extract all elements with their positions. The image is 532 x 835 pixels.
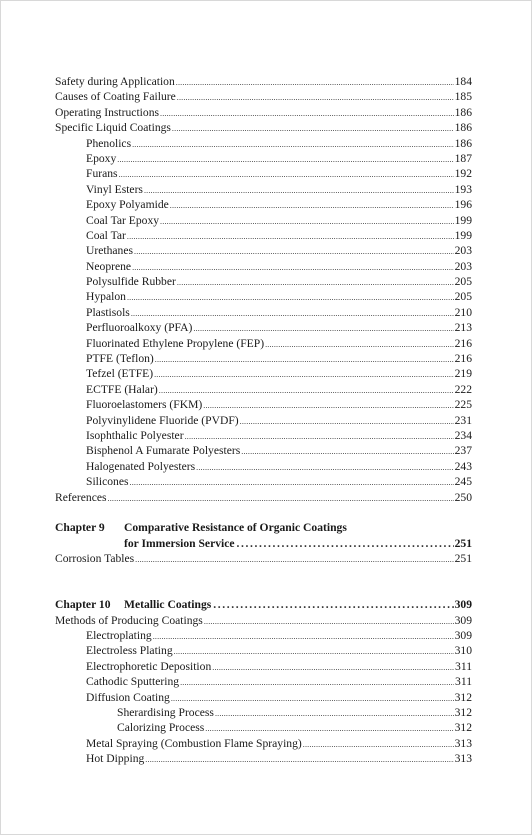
chapter-label: Chapter 10 <box>55 598 111 612</box>
entry-title: Fluorinated Ethylene Propylene (FEP) <box>86 336 265 350</box>
leader-dots <box>177 275 454 290</box>
leader-dots <box>155 352 454 367</box>
entry-title: Polyvinylidene Fluoride (PVDF) <box>86 413 239 427</box>
chapter-10-heading[interactable] <box>55 597 472 612</box>
entry-title: Tefzel (ETFE) <box>86 367 154 381</box>
toc-entry[interactable] <box>55 413 472 428</box>
leader-dots <box>237 536 454 551</box>
page-number: 216 <box>454 336 472 350</box>
toc-entry[interactable] <box>55 166 472 181</box>
toc-entry[interactable] <box>55 643 472 658</box>
entry-title: Silicones <box>86 475 129 489</box>
toc-entry[interactable] <box>55 459 472 474</box>
chapter-title-continued: for Immersion Service <box>124 536 235 550</box>
leader-dots <box>159 383 454 398</box>
leader-dots <box>117 152 453 167</box>
page-number: 186 <box>454 136 472 150</box>
entry-title: Calorizing Process <box>117 721 205 735</box>
page-number: 192 <box>454 167 472 181</box>
entry-title: Perfluoroalkoxy (PFA) <box>86 321 193 335</box>
entry-title: References <box>55 490 107 504</box>
leader-dots <box>127 290 454 305</box>
page-number: 205 <box>454 290 472 304</box>
leader-dots <box>160 214 454 229</box>
leader-dots <box>132 137 454 152</box>
leader-dots <box>204 614 454 629</box>
toc-entry[interactable] <box>55 105 472 120</box>
entry-title: Coal Tar <box>86 228 126 242</box>
toc-entry[interactable] <box>55 305 472 320</box>
page-number: 219 <box>454 367 472 381</box>
page-number: 213 <box>454 321 472 335</box>
entry-title: Halogenated Polyesters <box>86 459 196 473</box>
toc-entry[interactable] <box>55 274 472 289</box>
entry-title: Coal Tar Epoxy <box>86 213 160 227</box>
page-number: 199 <box>454 213 472 227</box>
toc-entry[interactable] <box>55 551 472 566</box>
leader-dots <box>196 460 453 475</box>
leader-dots <box>171 691 454 706</box>
entry-title: Urethanes <box>86 244 133 258</box>
entry-title: Phenolics <box>86 136 132 150</box>
leader-dots <box>177 90 454 105</box>
leader-dots <box>193 321 453 336</box>
page-number: 250 <box>454 490 472 504</box>
page-number: 309 <box>454 629 472 643</box>
entry-title: Vinyl Esters <box>86 182 143 196</box>
leader-dots <box>127 229 454 244</box>
page-number: 245 <box>454 475 472 489</box>
toc-entry[interactable] <box>55 674 472 689</box>
leader-dots <box>154 367 454 382</box>
leader-dots <box>134 244 454 259</box>
page-number: 205 <box>454 275 472 289</box>
spacer <box>55 567 472 582</box>
page-number: 251 <box>454 552 472 566</box>
page-number: 231 <box>454 413 472 427</box>
leader-dots <box>176 75 454 90</box>
page-number: 313 <box>454 752 472 766</box>
chapter-title: Comparative Resistance of Organic Coatings <box>124 521 347 535</box>
leader-dots <box>215 706 454 721</box>
toc-entry[interactable] <box>55 690 472 705</box>
toc-entry[interactable] <box>55 720 472 735</box>
page-number: 216 <box>454 352 472 366</box>
spacer <box>55 582 472 597</box>
toc-entry[interactable] <box>55 228 472 243</box>
toc-entry[interactable] <box>55 89 472 104</box>
leader-dots <box>135 552 453 567</box>
toc-entry[interactable] <box>55 443 472 458</box>
page-number: 311 <box>455 659 472 673</box>
page-number: 210 <box>454 305 472 319</box>
page-number: 196 <box>454 198 472 212</box>
entry-title: Furans <box>86 167 118 181</box>
entry-title: Diffusion Coating <box>86 690 170 704</box>
leader-dots <box>212 660 454 675</box>
toc-entry[interactable] <box>55 751 472 766</box>
toc-entry[interactable] <box>55 490 472 505</box>
toc-entry[interactable] <box>55 243 472 258</box>
entry-title: Electroless Plating <box>86 644 173 658</box>
entry-title: Plastisols <box>86 305 130 319</box>
leader-dots <box>145 752 453 767</box>
leader-dots <box>213 597 453 612</box>
toc-entry[interactable] <box>55 397 472 412</box>
toc-section-coatings <box>55 74 472 505</box>
page-number: 309 <box>454 613 472 627</box>
toc-entry[interactable] <box>55 151 472 166</box>
entry-title: Corrosion Tables <box>55 552 135 566</box>
leader-dots <box>119 167 454 182</box>
chapter-9-heading-line2[interactable] <box>55 536 472 551</box>
page-number: 312 <box>454 690 472 704</box>
toc-section-metallic <box>55 613 472 767</box>
leader-dots <box>172 121 454 136</box>
table-of-contents <box>55 74 472 767</box>
entry-title: Methods of Producing Coatings <box>55 613 203 627</box>
entry-title: Isophthalic Polyester <box>86 428 184 442</box>
leader-dots <box>108 491 454 506</box>
page-number: 193 <box>454 182 472 196</box>
leader-dots <box>303 737 454 752</box>
toc-section-corrosion <box>55 551 472 566</box>
entry-title: Epoxy Polyamide <box>86 198 169 212</box>
page-number: 234 <box>454 428 472 442</box>
leader-dots <box>160 106 454 121</box>
entry-title: Bisphenol A Fumarate Polyesters <box>86 444 241 458</box>
page-number: 312 <box>454 721 472 735</box>
entry-title: Cathodic Sputtering <box>86 675 180 689</box>
toc-entry[interactable] <box>55 628 472 643</box>
leader-dots <box>170 198 454 213</box>
chapter-title: Metallic Coatings <box>124 598 212 612</box>
entry-title: Fluoroelastomers (FKM) <box>86 398 203 412</box>
toc-entry[interactable] <box>55 259 472 274</box>
leader-dots <box>130 475 454 490</box>
toc-entry[interactable] <box>55 213 472 228</box>
entry-title: Hypalon <box>86 290 126 304</box>
page-number: 187 <box>454 151 472 165</box>
toc-entry[interactable] <box>55 74 472 89</box>
page-number: 243 <box>454 459 472 473</box>
chapter-label: Chapter 9 <box>55 521 105 535</box>
leader-dots <box>131 306 454 321</box>
toc-entry[interactable] <box>55 428 472 443</box>
entry-title: Neoprene <box>86 259 132 273</box>
entry-title: Polysulfide Rubber <box>86 275 176 289</box>
page-number: 199 <box>454 228 472 242</box>
entry-title: Epoxy <box>86 151 117 165</box>
page-number: 310 <box>454 644 472 658</box>
toc-entry[interactable] <box>55 613 472 628</box>
toc-entry[interactable] <box>55 474 472 489</box>
entry-title: Specific Liquid Coatings <box>55 121 171 135</box>
toc-entry[interactable] <box>55 659 472 674</box>
toc-entry[interactable] <box>55 351 472 366</box>
entry-title: Hot Dipping <box>86 752 145 766</box>
page-number: 311 <box>455 675 472 689</box>
toc-entry[interactable] <box>55 336 472 351</box>
entry-title: Electroplating <box>86 629 152 643</box>
page-number: 312 <box>454 706 472 720</box>
page-number: 186 <box>454 105 472 119</box>
page-number: 203 <box>454 244 472 258</box>
page-number: 185 <box>454 90 472 104</box>
page-number: 313 <box>454 736 472 750</box>
toc-entry[interactable] <box>55 382 472 397</box>
toc-entry[interactable] <box>55 320 472 335</box>
leader-dots <box>185 429 454 444</box>
page-number: 222 <box>454 382 472 396</box>
entry-title: Metal Spraying (Combustion Flame Spraying) <box>86 736 302 750</box>
toc-entry[interactable] <box>55 289 472 304</box>
entry-title: Causes of Coating Failure <box>55 90 176 104</box>
leader-dots <box>265 337 454 352</box>
chapter-9-heading[interactable] <box>55 520 472 535</box>
entry-title: ECTFE (Halar) <box>86 382 158 396</box>
leader-dots <box>203 398 453 413</box>
spacer <box>55 505 472 520</box>
page-number: 184 <box>454 75 472 88</box>
page-number: 251 <box>454 536 472 550</box>
leader-dots <box>144 183 454 198</box>
leader-dots <box>174 644 454 659</box>
page-number: 203 <box>454 259 472 273</box>
leader-dots <box>180 675 454 690</box>
page-number: 225 <box>454 398 472 412</box>
entry-title: Operating Instructions <box>55 105 159 119</box>
leader-dots <box>132 260 454 275</box>
leader-dots <box>153 629 454 644</box>
toc-entry[interactable] <box>55 136 472 151</box>
leader-dots <box>205 721 453 736</box>
leader-dots <box>240 414 454 429</box>
entry-title: PTFE (Teflon) <box>86 352 154 366</box>
entry-title: Electrophoretic Deposition <box>86 659 212 673</box>
page-number: 309 <box>454 598 472 612</box>
toc-entry[interactable] <box>55 366 472 381</box>
page-number: 237 <box>454 444 472 458</box>
entry-title: Safety during Application <box>55 75 175 88</box>
toc-entry[interactable] <box>55 197 472 212</box>
toc-entry[interactable] <box>55 120 472 135</box>
toc-entry[interactable] <box>55 705 472 720</box>
leader-dots <box>241 444 453 459</box>
toc-entry[interactable] <box>55 182 472 197</box>
entry-title: Sherardising Process <box>117 706 214 720</box>
page-number: 186 <box>454 121 472 135</box>
toc-entry[interactable] <box>55 736 472 751</box>
